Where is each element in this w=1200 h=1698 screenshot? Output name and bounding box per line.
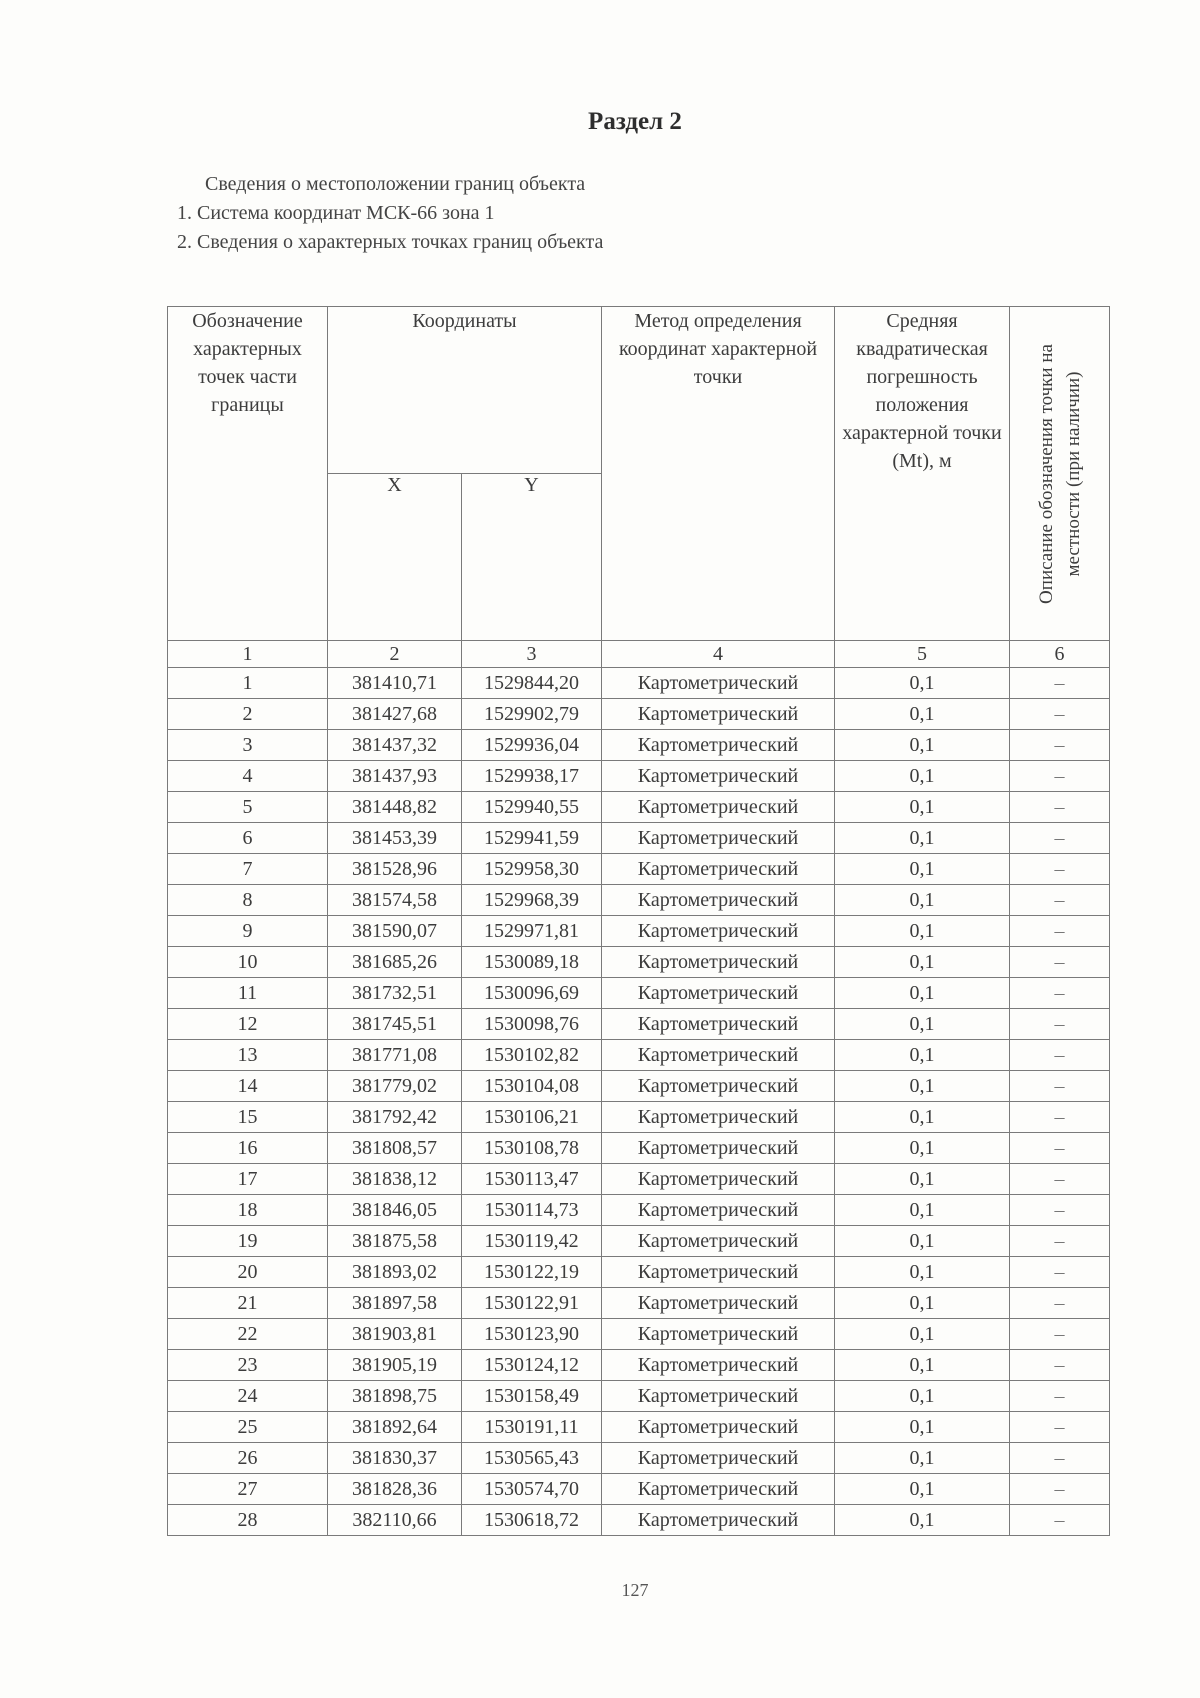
method-cell: Картометрический <box>602 1381 835 1412</box>
point-number-cell: 20 <box>168 1257 328 1288</box>
table-row <box>168 947 1110 978</box>
y-coordinate-cell: 1529968,39 <box>462 885 602 916</box>
column-number: 4 <box>602 641 835 668</box>
x-coordinate-cell: 381779,02 <box>328 1071 462 1102</box>
method-cell: Картометрический <box>602 885 835 916</box>
description-cell: – <box>1010 1381 1110 1412</box>
y-coordinate-cell: 1529958,30 <box>462 854 602 885</box>
error-cell: 0,1 <box>835 916 1010 947</box>
error-cell: 0,1 <box>835 792 1010 823</box>
description-cell: – <box>1010 1288 1110 1319</box>
x-coordinate-cell: 381574,58 <box>328 885 462 916</box>
table-row <box>168 1071 1110 1102</box>
x-coordinate-cell: 381893,02 <box>328 1257 462 1288</box>
table-row <box>168 1381 1110 1412</box>
point-number-cell: 19 <box>168 1226 328 1257</box>
table-row <box>168 978 1110 1009</box>
intro-line-1: 1. Система координат МСК-66 зона 1 <box>177 202 495 224</box>
y-coordinate-cell: 1530108,78 <box>462 1133 602 1164</box>
error-cell: 0,1 <box>835 1257 1010 1288</box>
method-cell: Картометрический <box>602 699 835 730</box>
method-cell: Картометрический <box>602 1412 835 1443</box>
table-body <box>168 668 1110 1536</box>
error-cell: 0,1 <box>835 1443 1010 1474</box>
description-cell: – <box>1010 1102 1110 1133</box>
point-number-cell: 10 <box>168 947 328 978</box>
description-cell: – <box>1010 1319 1110 1350</box>
x-coordinate-cell: 381685,26 <box>328 947 462 978</box>
error-cell: 0,1 <box>835 699 1010 730</box>
error-cell: 0,1 <box>835 1164 1010 1195</box>
page-number: 127 <box>621 1580 649 1600</box>
table-row <box>168 1102 1110 1133</box>
x-coordinate-cell: 381745,51 <box>328 1009 462 1040</box>
table-row <box>168 1009 1110 1040</box>
table-row <box>168 1164 1110 1195</box>
error-cell: 0,1 <box>835 1412 1010 1443</box>
point-number-cell: 2 <box>168 699 328 730</box>
description-cell: – <box>1010 947 1110 978</box>
description-cell: – <box>1010 1195 1110 1226</box>
error-cell: 0,1 <box>835 1040 1010 1071</box>
y-coordinate-cell: 1529902,79 <box>462 699 602 730</box>
description-cell: – <box>1010 1412 1110 1443</box>
header-description-text: Описание обозначения точки на местности (при наличии) <box>1035 343 1084 604</box>
error-cell: 0,1 <box>835 1071 1010 1102</box>
method-cell: Картометрический <box>602 1102 835 1133</box>
header-error: Средняя квадратическая погрешность положения характерной точки (Mt), м <box>835 307 1010 641</box>
table-row <box>168 1412 1110 1443</box>
error-cell: 0,1 <box>835 1133 1010 1164</box>
point-number-cell: 3 <box>168 730 328 761</box>
error-cell: 0,1 <box>835 1226 1010 1257</box>
x-coordinate-cell: 381792,42 <box>328 1102 462 1133</box>
table-row <box>168 1474 1110 1505</box>
y-coordinate-cell: 1530122,19 <box>462 1257 602 1288</box>
method-cell: Картометрический <box>602 1195 835 1226</box>
description-cell: – <box>1010 1071 1110 1102</box>
table-row <box>168 699 1110 730</box>
point-number-cell: 15 <box>168 1102 328 1133</box>
table-row <box>168 1350 1110 1381</box>
error-cell: 0,1 <box>835 668 1010 699</box>
error-cell: 0,1 <box>835 1288 1010 1319</box>
x-coordinate-cell: 381437,32 <box>328 730 462 761</box>
error-cell: 0,1 <box>835 978 1010 1009</box>
point-number-cell: 18 <box>168 1195 328 1226</box>
description-cell: – <box>1010 1350 1110 1381</box>
x-coordinate-cell: 381410,71 <box>328 668 462 699</box>
point-number-cell: 8 <box>168 885 328 916</box>
y-coordinate-cell: 1530106,21 <box>462 1102 602 1133</box>
x-coordinate-cell: 381875,58 <box>328 1226 462 1257</box>
x-coordinate-cell: 381528,96 <box>328 854 462 885</box>
table-row <box>168 1133 1110 1164</box>
method-cell: Картометрический <box>602 854 835 885</box>
point-number-cell: 22 <box>168 1319 328 1350</box>
x-coordinate-cell: 381732,51 <box>328 978 462 1009</box>
description-cell: – <box>1010 978 1110 1009</box>
method-cell: Картометрический <box>602 1257 835 1288</box>
point-number-cell: 13 <box>168 1040 328 1071</box>
x-coordinate-cell: 381437,93 <box>328 761 462 792</box>
y-coordinate-cell: 1530119,42 <box>462 1226 602 1257</box>
point-number-cell: 11 <box>168 978 328 1009</box>
column-number: 3 <box>462 641 602 668</box>
x-coordinate-cell: 381830,37 <box>328 1443 462 1474</box>
y-coordinate-cell: 1530114,73 <box>462 1195 602 1226</box>
point-number-cell: 1 <box>168 668 328 699</box>
error-cell: 0,1 <box>835 947 1010 978</box>
section-title: Раздел 2 <box>588 108 682 135</box>
y-coordinate-cell: 1530098,76 <box>462 1009 602 1040</box>
x-coordinate-cell: 381897,58 <box>328 1288 462 1319</box>
y-coordinate-cell: 1530096,69 <box>462 978 602 1009</box>
method-cell: Картометрический <box>602 916 835 947</box>
method-cell: Картометрический <box>602 947 835 978</box>
method-cell: Картометрический <box>602 1443 835 1474</box>
point-number-cell: 24 <box>168 1381 328 1412</box>
description-cell: – <box>1010 730 1110 761</box>
error-cell: 0,1 <box>835 1350 1010 1381</box>
intro-block <box>0 170 603 257</box>
error-cell: 0,1 <box>835 1319 1010 1350</box>
y-coordinate-cell: 1530574,70 <box>462 1474 602 1505</box>
description-cell: – <box>1010 1257 1110 1288</box>
table-row <box>168 1319 1110 1350</box>
table-row <box>168 823 1110 854</box>
y-coordinate-cell: 1530618,72 <box>462 1505 602 1536</box>
y-coordinate-cell: 1529971,81 <box>462 916 602 947</box>
x-coordinate-cell: 381838,12 <box>328 1164 462 1195</box>
point-number-cell: 5 <box>168 792 328 823</box>
point-number-cell: 17 <box>168 1164 328 1195</box>
table-row <box>168 730 1110 761</box>
table-row <box>168 1288 1110 1319</box>
intro-line-2: 2. Сведения о характерных точках границ объекта <box>177 231 604 253</box>
table-row <box>168 1443 1110 1474</box>
table-row <box>168 1257 1110 1288</box>
method-cell: Картометрический <box>602 730 835 761</box>
error-cell: 0,1 <box>835 885 1010 916</box>
point-number-cell: 16 <box>168 1133 328 1164</box>
table-row <box>168 1226 1110 1257</box>
method-cell: Картометрический <box>602 668 835 699</box>
method-cell: Картометрический <box>602 1071 835 1102</box>
intro-line-0: Сведения о местоположении границ объекта <box>205 173 586 195</box>
table-row <box>168 792 1110 823</box>
x-coordinate-cell: 381846,05 <box>328 1195 462 1226</box>
method-cell: Картометрический <box>602 1226 835 1257</box>
x-coordinate-cell: 381448,82 <box>328 792 462 823</box>
y-coordinate-cell: 1530191,11 <box>462 1412 602 1443</box>
description-cell: – <box>1010 1133 1110 1164</box>
error-cell: 0,1 <box>835 730 1010 761</box>
point-number-cell: 9 <box>168 916 328 947</box>
table-row <box>168 1195 1110 1226</box>
method-cell: Картометрический <box>602 823 835 854</box>
error-cell: 0,1 <box>835 1195 1010 1226</box>
point-number-cell: 26 <box>168 1443 328 1474</box>
y-coordinate-cell: 1529941,59 <box>462 823 602 854</box>
column-number: 6 <box>1010 641 1110 668</box>
point-number-cell: 23 <box>168 1350 328 1381</box>
point-number-cell: 14 <box>168 1071 328 1102</box>
method-cell: Картометрический <box>602 761 835 792</box>
x-coordinate-cell: 381771,08 <box>328 1040 462 1071</box>
point-number-cell: 25 <box>168 1412 328 1443</box>
point-number-cell: 4 <box>168 761 328 792</box>
header-method: Метод определения координат характерной точки <box>602 307 835 641</box>
y-coordinate-cell: 1530123,90 <box>462 1319 602 1350</box>
x-coordinate-cell: 381427,68 <box>328 699 462 730</box>
description-cell: – <box>1010 699 1110 730</box>
y-coordinate-cell: 1529938,17 <box>462 761 602 792</box>
description-cell: – <box>1010 792 1110 823</box>
description-cell: – <box>1010 1009 1110 1040</box>
x-coordinate-cell: 381590,07 <box>328 916 462 947</box>
y-coordinate-cell: 1530565,43 <box>462 1443 602 1474</box>
point-number-cell: 7 <box>168 854 328 885</box>
coordinates-table <box>167 306 1110 1536</box>
x-coordinate-cell: 382110,66 <box>328 1505 462 1536</box>
method-cell: Картометрический <box>602 1319 835 1350</box>
description-cell: – <box>1010 885 1110 916</box>
header-x: X <box>328 474 462 641</box>
table-row <box>168 761 1110 792</box>
point-number-cell: 6 <box>168 823 328 854</box>
error-cell: 0,1 <box>835 1009 1010 1040</box>
method-cell: Картометрический <box>602 978 835 1009</box>
description-cell: – <box>1010 854 1110 885</box>
description-cell: – <box>1010 1505 1110 1536</box>
column-number: 5 <box>835 641 1010 668</box>
method-cell: Картометрический <box>602 1350 835 1381</box>
table-row <box>168 668 1110 699</box>
x-coordinate-cell: 381892,64 <box>328 1412 462 1443</box>
description-cell: – <box>1010 761 1110 792</box>
x-coordinate-cell: 381903,81 <box>328 1319 462 1350</box>
x-coordinate-cell: 381905,19 <box>328 1350 462 1381</box>
method-cell: Картометрический <box>602 1009 835 1040</box>
method-cell: Картометрический <box>602 1164 835 1195</box>
error-cell: 0,1 <box>835 854 1010 885</box>
column-number-row <box>168 641 1110 668</box>
y-coordinate-cell: 1529844,20 <box>462 668 602 699</box>
error-cell: 0,1 <box>835 823 1010 854</box>
error-cell: 0,1 <box>835 1505 1010 1536</box>
column-number: 2 <box>328 641 462 668</box>
table-row <box>168 854 1110 885</box>
description-cell: – <box>1010 916 1110 947</box>
description-cell: – <box>1010 1474 1110 1505</box>
header-description <box>1010 307 1110 641</box>
y-coordinate-cell: 1530102,82 <box>462 1040 602 1071</box>
column-number: 1 <box>168 641 328 668</box>
point-number-cell: 28 <box>168 1505 328 1536</box>
x-coordinate-cell: 381453,39 <box>328 823 462 854</box>
description-cell: – <box>1010 823 1110 854</box>
y-coordinate-cell: 1530104,08 <box>462 1071 602 1102</box>
header-designation: Обозначение характерных точек части границы <box>168 307 328 641</box>
x-coordinate-cell: 381828,36 <box>328 1474 462 1505</box>
error-cell: 0,1 <box>835 1474 1010 1505</box>
x-coordinate-cell: 381808,57 <box>328 1133 462 1164</box>
method-cell: Картометрический <box>602 1288 835 1319</box>
method-cell: Картометрический <box>602 1505 835 1536</box>
description-cell: – <box>1010 1443 1110 1474</box>
y-coordinate-cell: 1529936,04 <box>462 730 602 761</box>
y-coordinate-cell: 1530089,18 <box>462 947 602 978</box>
method-cell: Картометрический <box>602 1040 835 1071</box>
description-cell: – <box>1010 1226 1110 1257</box>
table-row <box>168 916 1110 947</box>
table-row <box>168 885 1110 916</box>
point-number-cell: 21 <box>168 1288 328 1319</box>
header-coordinates: Координаты <box>328 307 602 474</box>
description-cell: – <box>1010 1164 1110 1195</box>
method-cell: Картометрический <box>602 792 835 823</box>
error-cell: 0,1 <box>835 761 1010 792</box>
y-coordinate-cell: 1530113,47 <box>462 1164 602 1195</box>
description-cell: – <box>1010 668 1110 699</box>
method-cell: Картометрический <box>602 1474 835 1505</box>
y-coordinate-cell: 1529940,55 <box>462 792 602 823</box>
method-cell: Картометрический <box>602 1133 835 1164</box>
header-y: Y <box>462 474 602 641</box>
x-coordinate-cell: 381898,75 <box>328 1381 462 1412</box>
point-number-cell: 27 <box>168 1474 328 1505</box>
y-coordinate-cell: 1530158,49 <box>462 1381 602 1412</box>
error-cell: 0,1 <box>835 1381 1010 1412</box>
error-cell: 0,1 <box>835 1102 1010 1133</box>
y-coordinate-cell: 1530122,91 <box>462 1288 602 1319</box>
table-row <box>168 1505 1110 1536</box>
table-row <box>168 1040 1110 1071</box>
description-cell: – <box>1010 1040 1110 1071</box>
y-coordinate-cell: 1530124,12 <box>462 1350 602 1381</box>
point-number-cell: 12 <box>168 1009 328 1040</box>
